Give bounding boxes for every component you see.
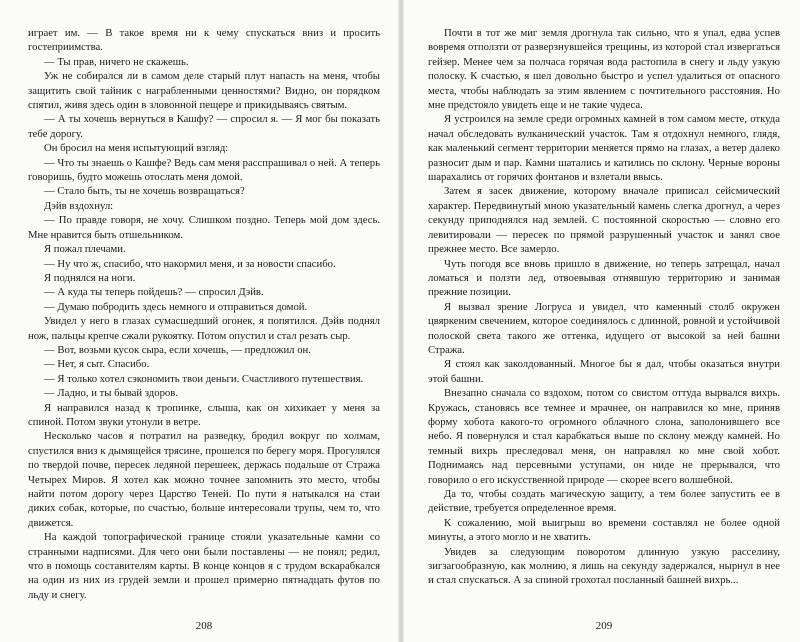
paragraph: Почти в тот же миг земля дрогнула так сильно, что я упал, едва успев вовремя отползти от разверзнувшейся трещины, из которой стал извергаться гейзер. Менее чем за полчаса горячая вода растопила в снегу и льду узкую полоску. К счастью, я шел довольно быстро и успел удалиться от опасного места, чтобы наблюдать за этим явлением с почтительного расстояния. Но мне предстояло увидеть еще и не такие чудеса.: [428, 27, 780, 112]
paragraph: — Нет, я сыт. Спасибо.: [44, 358, 150, 371]
paragraph: играет им. — В такое время ни к чему спускаться вниз и просить гостеприимства.: [28, 27, 380, 54]
paragraph: Уж не собирался ли в самом деле старый плут напасть на меня, чтобы защитить свой тайник с награбленными ценностями? Видно, он порядком спятил, живя здесь один в зловонной пещере и прикидываясь святым.: [28, 70, 380, 112]
left-page: [28, 26, 380, 632]
left-page-text: [28, 26, 380, 602]
paragraph: Я пожал плечами.: [44, 243, 126, 256]
page-number: 209: [595, 620, 613, 632]
book-gutter: [398, 0, 404, 642]
paragraph: — Что ты знаешь о Кашфе? Ведь сам меня расспрашивал о ней. А теперь говоришь, будто можешь отослать меня домой.: [28, 156, 380, 184]
paragraph: — Ладно, и ты бывай здоров.: [44, 387, 178, 400]
paragraph: — А куда ты теперь пойдешь? — спросил Дэйв.: [44, 286, 264, 299]
paragraph: Увидев за следующим поворотом длинную узкую расселину, зигзагообразную, как молнию, я лишь на секунду задержался, нырнул в нее и стал спускаться. А за спиной грохотал посланный башней вихрь...: [428, 545, 780, 587]
paragraph: Я вызвал зрение Логруса и увидел, что каменный столб окружен цвяркеним свечением, которое соединялось с длинной, ровной и устойчивой полоской света такого же оттенка, идущего от высокой за ней башни Стража.: [428, 300, 780, 356]
paragraph: Дэйв вздохнул:: [44, 199, 114, 212]
paragraph: Увидел у него в глазах сумасшедший огонек, я попятился. Дэйв поднял нож, пальцы крепче сжали рукоятку. Потом опустил и стал резать сыр.: [28, 315, 380, 342]
paragraph: — Ты прав, ничего не скажешь.: [44, 55, 189, 68]
paragraph: Я направился назад к тропинке, слыша, как он хихикает у меня за спиной. Потом звуки утонули в ветре.: [28, 401, 380, 428]
paragraph: К сожалению, мой выигрыш во времени составлял не более одной минуты, а этого могло и не хватить.: [428, 516, 780, 544]
paragraph: Затем я засек движение, которому вначале приписал сейсмический характер. Передвинутый мною указательный камень слегка дрогнул, а через секунду приподнялся над землей. С постоянной скоростью — словно его левитировали — пересек по прямой разрушенный участок и занял свое прежнее место. Все замерло.: [428, 185, 780, 256]
right-page: [428, 26, 780, 632]
paragraph: Я стоял как заколдованный. Многое бы я дал, чтобы оказаться внутри этой башни.: [428, 358, 780, 385]
paragraph: — По правде говоря, не хочу. Слишком поздно. Теперь мой дом здесь. Мне нравится быть отшельником.: [28, 214, 380, 241]
page-number: 208: [195, 620, 213, 632]
paragraph: Я устроился на земле среди огромных камней в том самом месте, откуда начал обследовать вулканический участок. Там я отдохнул немного, глядя, как маленький сегмент территории меняется прямо на глазах, а ветер далеко разносит дым и пар. Камни шатались и катились по склону. Черные вороны шарахались от горячих фонтанов и взлетали ввысь.: [428, 113, 780, 184]
paragraph: Он бросил на меня испытующий взгляд:: [44, 142, 229, 155]
paragraph: — Стало быть, ты не хочешь возвращаться?: [44, 185, 245, 198]
paragraph: — Я только хотел сэкономить твои деньги. Счастливого путешествия.: [44, 372, 364, 385]
paragraph: Я поднялся на ноги.: [44, 271, 136, 284]
paragraph: — Ну что ж, спасибо, что накормил меня, и за новости спасибо.: [44, 257, 336, 270]
paragraph: Чуть погодя все вновь пришло в движение, но теперь затрещал, начал ломаться и ползти лед, отвоевывая отнявшую территорию и занимая прежние позиции.: [428, 257, 780, 299]
paragraph: На каждой топографической границе стояли указательные камни со странными надписями. Для чего они были поставлены — не понял; редил, что в помощь составителям карты. В конце концов я с трудом вскарабкался на один из них из грудей земли и прошел примерно пятнадцать футов по льду и снегу.: [28, 531, 380, 601]
paragraph: Да то, чтобы создать магическую защиту, а тем более запустить ее в действие, требуется определенное время.: [428, 488, 780, 515]
paragraph: — Думаю побродить здесь немного и отправиться домой.: [44, 300, 308, 313]
paragraph: — Вот, возьми кусок сыра, если хочешь, — предложил он.: [44, 343, 311, 356]
paragraph: — А ты хочешь вернуться в Кашфу? — спросил я. — Я мог бы показать тебе дорогу.: [28, 113, 380, 140]
right-page-text: [428, 26, 780, 588]
paragraph: Внезапно сначала со вздохом, потом со свистом оттуда вырвался вихрь. Кружась, становясь все темнее и мрачнее, он направился ко мне, приняв форму хобота какого-то огромного облачного слона, заполонившего все небо. Я повернулся и стал карабкаться выше по склону между камней. Но темный вихрь преследовал меня, он направлял ко мне свой хобот. Поднимаясь над персевными уступами, он ниде не прерывался, что говорило о его искусственной природе — скорее всего волшебной.: [428, 387, 780, 486]
paragraph: Несколько часов я потратил на разведку, бродил вокруг по холмам, спустился вниз к дымящейся трясине, прошелся по берегу моря. Прогулялся по твердой почве, пересек ледяной перешеек, держась подальше от Стража Четырех Миров. Я хотел как можно точнее запомнить это место, чтобы найти потом дорогу через Царство Теней. По пути я натыкался на стаи диких собак, которые, по счастью, больше интересовали трупы, чем то, что движется.: [28, 430, 380, 529]
